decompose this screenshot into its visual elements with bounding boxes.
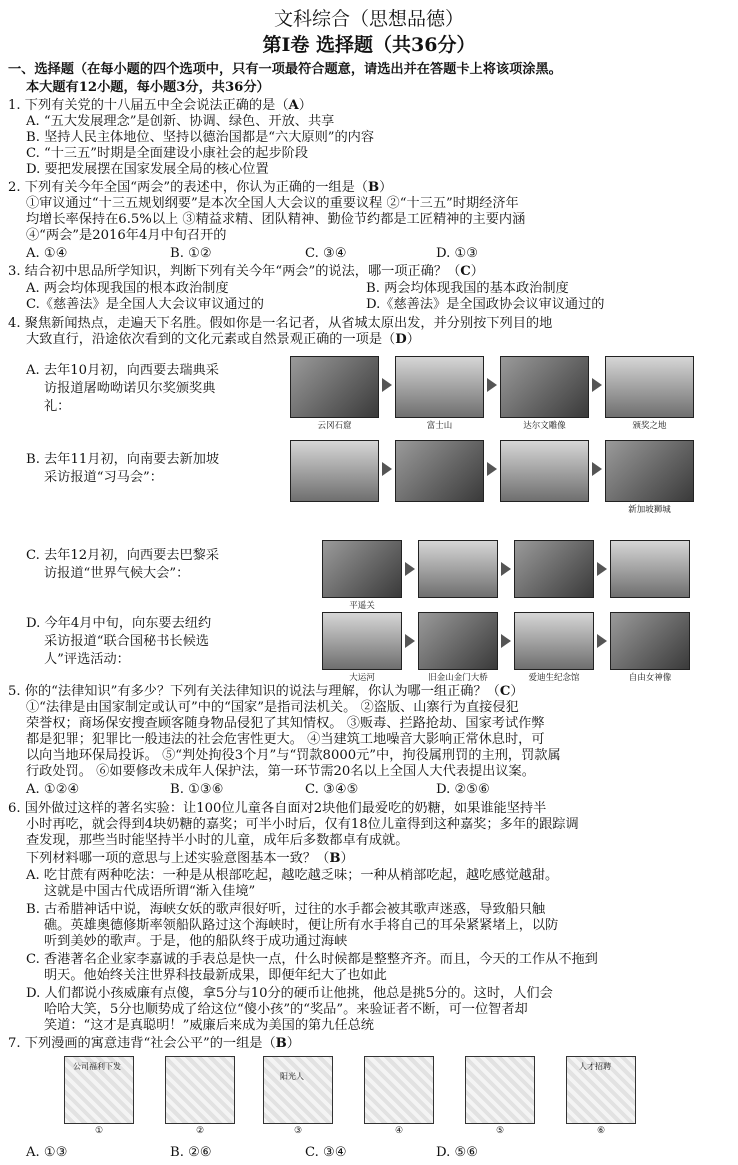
q5-statement-4: 以向当地环保局投诉。 ⑤“判处拘役3个月”与“罚款8000元”中，拘役属刑罚的主刑，罚款属 [26, 748, 561, 763]
q3-option-c: C.《慈善法》是全国人大会议审议通过的 [26, 297, 264, 312]
section-instructions-2: 本大题有12小题，每小题3分，共36分） [26, 80, 270, 95]
answer-4: D [395, 332, 407, 347]
q4-option-d-text-2: 采访报道“联合国秘书长候选 [44, 634, 209, 649]
q4-images-c [322, 540, 690, 611]
photo-c4 [610, 540, 690, 598]
cartoon-3: 阳光人 [263, 1056, 333, 1124]
answer-1: A [288, 98, 299, 113]
q6-material-2: 小时再吃，就会得到4块奶糖的嘉奖；可半小时后，仅有18位儿童得到这种嘉奖；多年的跟踪调 [26, 817, 579, 832]
arrow-icon [597, 634, 607, 648]
q7-option-b: B. ②⑥ [170, 1145, 212, 1160]
q4-option-b-text-2: 采访报道“习马会”： [44, 470, 163, 485]
q4-option-d-text-1: D. 今年4月中旬，向东要去纽约 [26, 616, 212, 631]
q2-statement-2: 均增长率保持在6.5%以上 ③精益求精、团队精神、勤俭节约都是工匠精神的主要内涵 [26, 212, 526, 227]
q7-option-d: D. ⑤⑥ [436, 1145, 479, 1160]
q6-option-a-2: 这就是中国古代成语所谓“渐入佳境” [44, 884, 256, 899]
question-5: 5. 你的“法律知识”有多少？下列有关法律知识的说法与理解，你认为哪一组正确？（C） [8, 684, 524, 699]
photo-c2 [418, 540, 498, 598]
q6-option-d-3: 笑道：“这才是真聪明！”威廉后来成为美国的第九任总统 [44, 1018, 374, 1033]
q2-option-b: B. ①② [170, 246, 212, 261]
cartoon-label: ④ [395, 1126, 404, 1136]
section-instructions: 一、选择题（在每小题的四个选项中，只有一项最符合题意，请选出并在答题卡上将该项涂黑。 [8, 62, 562, 77]
q4-option-a-text-3: 礼： [44, 399, 71, 414]
cartoon-5 [465, 1056, 535, 1124]
photo-d3: 爱迪生纪念馆 [514, 612, 594, 670]
question-4: 4. 聚焦新闻热点，走遍天下名胜。假如你是一名记者，从省城太原出发，并分别按下列目的地 [8, 316, 553, 331]
cartoon-label: ③ [294, 1126, 303, 1136]
q3-option-b: B. 两会均体现我国的基本政治制度 [366, 281, 569, 296]
photo-a2: 富士山 [395, 356, 484, 418]
question-1: 1. 下列有关党的十八届五中全会说法正确的是（A） [8, 98, 312, 113]
arrow-icon [592, 462, 602, 476]
q4-option-a-text-1: A. 去年10月初，向西要去瑞典采 [26, 363, 219, 378]
photo-b3 [500, 440, 589, 502]
photo-b1 [290, 440, 379, 502]
q6-option-d-2: 哈哈大笑，5分也顺势成了给这位“傻小孩”的“奖品”。来验证者不断，可一位智者却 [44, 1002, 528, 1017]
answer-6: B [329, 851, 341, 866]
question-3: 3. 结合初中思品所学知识，判断下列有关今年“两会”的说法，哪一项正确？（C） [8, 264, 484, 279]
page-subtitle: 第Ⅰ卷 选择题（共36分） [262, 34, 476, 56]
arrow-icon [405, 562, 415, 576]
q3-option-d: D.《慈善法》是全国政协会议审议通过的 [366, 297, 605, 312]
q4-images-a [290, 356, 694, 431]
q2-statement-3: ④“两会”是2016年4月中旬召开的 [26, 228, 227, 243]
photo-c1: 平遥关 [322, 540, 402, 598]
q6-option-c: C. 香港著名企业家李嘉诚的手表总是快一点，什么时候都是整整齐齐。而且，今天的工作从不拖到 [26, 952, 598, 967]
arrow-icon [501, 562, 511, 576]
page-title: 文科综合（思想品德） [273, 8, 464, 30]
q3-option-a: A. 两会均体现我国的根本政治制度 [26, 281, 229, 296]
arrow-icon [405, 634, 415, 648]
arrow-icon [487, 378, 497, 392]
answer-2: B [367, 180, 380, 195]
photo-c3 [514, 540, 594, 598]
q7-option-c: C. ③④ [305, 1145, 347, 1160]
q1-option-d: D. 要把发展摆在国家发展全局的核心位置 [26, 162, 269, 177]
photo-a4: 颁奖之地 [605, 356, 694, 418]
q6-option-a: A. 吃甘蔗有两种吃法：一种是从根部吃起，越吃越乏味；一种从梢部吃起，越吃感觉越甜。 [26, 868, 559, 883]
q2-statement-1: ①审议通过“十三五规划纲要”是本次全国人大会议的重要议程 ②“十三五”时期经济年 [26, 196, 519, 211]
q1-option-b: B. 坚持人民主体地位、坚持以德治国都是“六大原则”的内容 [26, 130, 375, 145]
q4-images-b [290, 440, 694, 515]
q6-option-d: D. 人们都说小孩威廉有点傻，拿5分与10分的硬币让他挑，他总是挑5分的。这时，人们会 [26, 986, 553, 1001]
arrow-icon [382, 462, 392, 476]
q5-statement-5: 行政处罚。 ⑥如要修改未成年人保护法，第一环节需20名以上全国人大代表提出议案。 [26, 764, 535, 779]
answer-5: C [499, 684, 511, 699]
question-2: 2. 下列有关今年全国“两会”的表述中，你认为正确的一组是（B） [8, 180, 393, 195]
q4-images-d [322, 612, 690, 683]
q7-option-a: A. ①③ [26, 1145, 68, 1160]
q5-option-b: B. ①③⑥ [170, 782, 224, 797]
q5-statement-1: ①“法律是由国家制定或认可”中的“国家”是指司法机关。 ②盗版、山寨行为直接侵犯 [26, 700, 519, 715]
q4-option-a-text-2: 访报道屠呦呦诺贝尔奖颁奖典 [44, 381, 216, 396]
question-4-cont: 大致直行，沿途依次看到的文化元素或自然景观正确的一项是（D） [26, 332, 420, 347]
cartoon-label: ② [196, 1126, 205, 1136]
cartoon-label: ⑤ [496, 1126, 505, 1136]
question-7: 7. 下列漫画的寓意违背“社会公平”的一组是（B） [8, 1036, 300, 1051]
q5-statement-2: 荣誉权；商场保安搜查顾客随身物品侵犯了其知情权。 ③贩毒、拦路抢劫、国家考试作弊 [26, 716, 545, 731]
photo-b4: 新加坡狮城 [605, 440, 694, 502]
q4-option-b-text-1: B. 去年11月初，向南要去新加坡 [26, 452, 220, 467]
q1-option-c: C. “十三五”时期是全面建设小康社会的起步阶段 [26, 146, 309, 161]
cartoon-label: ⑥ [597, 1126, 606, 1136]
cartoon-label: ① [95, 1126, 104, 1136]
q5-option-a: A. ①②④ [26, 782, 80, 797]
q1-option-a: A. “五大发展理念”是创新、协调、绿色、开放、共享 [26, 114, 335, 129]
q6-option-c-2: 明天。他始终关注世界科技最新成果，即便年纪大了也如此 [44, 968, 387, 983]
arrow-icon [487, 462, 497, 476]
question-6: 6. 国外做过这样的著名实验：让100位儿童各自面对2块他们最爱吃的奶糖，如果谁能坚持半 [8, 801, 547, 816]
photo-d2: 旧金山金门大桥 [418, 612, 498, 670]
q4-option-d-text-3: 人”评选活动： [44, 652, 130, 667]
photo-d4: 自由女神像 [610, 612, 690, 670]
q5-statement-3: 都是犯罪；犯罪比一般违法的社会危害性更大。 ④当建筑工地噪音大影响正常休息时，可 [26, 732, 545, 747]
q6-option-b-3: 听到美妙的歌声。于是，他的船队终于成功通过海峡 [44, 934, 348, 949]
q6-option-b: B. 古希腊神话中说，海峡女妖的歌声很好听，过往的水手都会被其歌声迷惑，导致船只触 [26, 902, 546, 917]
q6-stem: 下列材料哪一项的意思与上述实验意图基本一致？（B） [26, 851, 354, 866]
cartoon-1: 公司福利下发 [64, 1056, 134, 1124]
photo-a3: 达尔文雕像 [500, 356, 589, 418]
arrow-icon [382, 378, 392, 392]
q6-option-b-2: 礁。英雄奥德修斯率领船队路过这个海峡时，便让所有水手将自己的耳朵紧紧堵上，以防 [44, 918, 559, 933]
answer-7: B [275, 1036, 287, 1051]
arrow-icon [592, 378, 602, 392]
photo-d1: 大运河 [322, 612, 402, 670]
q4-option-c-text-2: 访报道“世界气候大会”： [44, 566, 190, 581]
q4-option-c-text-1: C. 去年12月初，向西要去巴黎采 [26, 548, 220, 563]
q6-material-3: 查发现，那些当时能坚持半小时的儿童，成年后多数都卓有成就。 [26, 833, 409, 848]
q5-option-d: D. ②⑤⑥ [436, 782, 490, 797]
q2-option-c: C. ③④ [305, 246, 347, 261]
q5-option-c: C. ③④⑤ [305, 782, 359, 797]
photo-a1: 云冈石窟 [290, 356, 379, 418]
q2-option-d: D. ①③ [436, 246, 479, 261]
cartoon-2 [165, 1056, 235, 1124]
answer-3: C [460, 264, 471, 279]
cartoon-6: 人才招聘 [566, 1056, 636, 1124]
q2-option-a: A. ①④ [26, 246, 68, 261]
arrow-icon [597, 562, 607, 576]
photo-b2 [395, 440, 484, 502]
arrow-icon [501, 634, 511, 648]
cartoon-4 [364, 1056, 434, 1124]
